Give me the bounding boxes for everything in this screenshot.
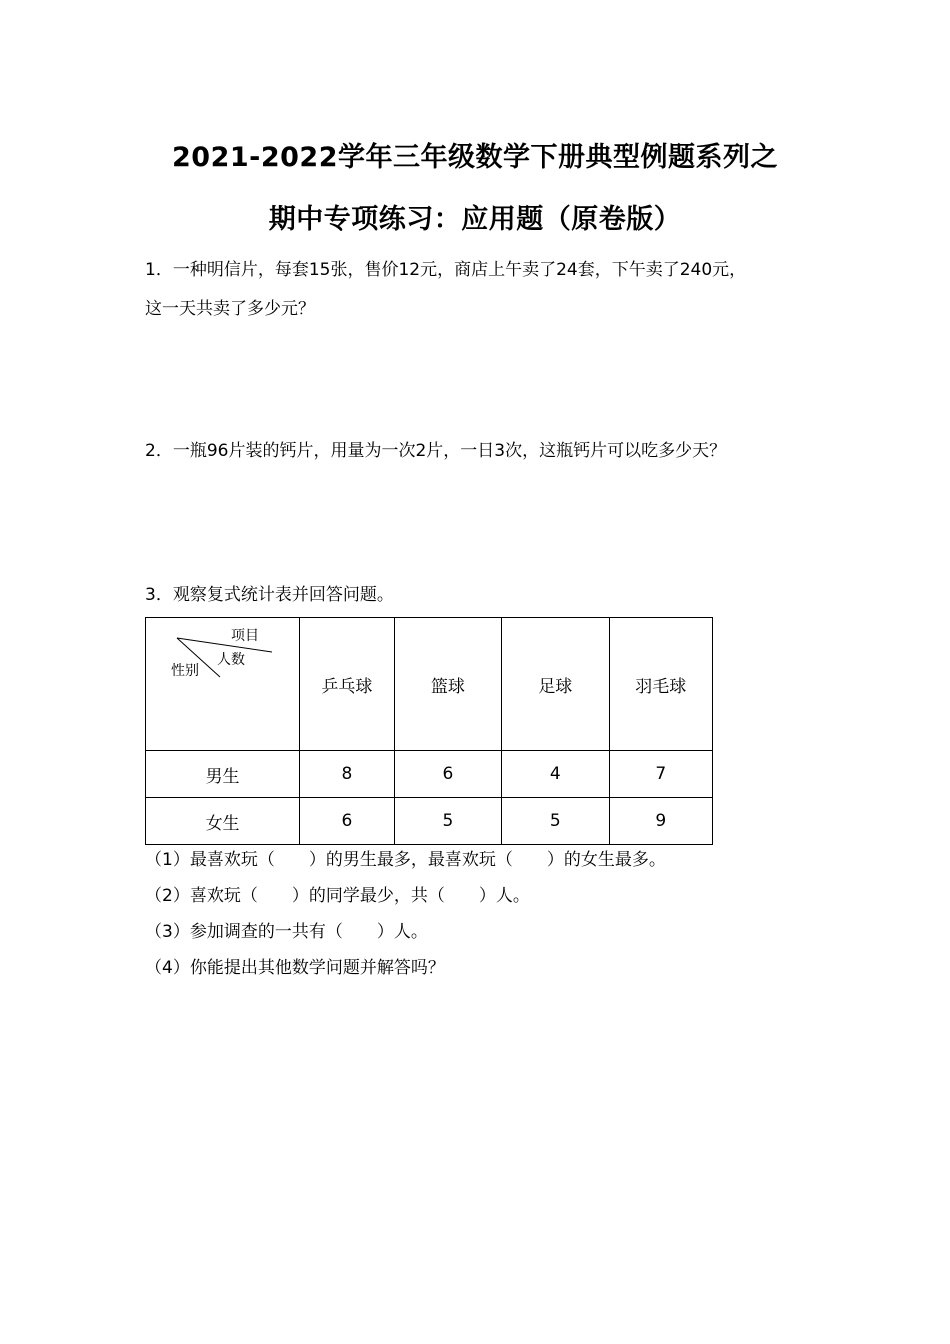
table-row <box>146 751 713 798</box>
table-cell: 6 <box>394 751 501 798</box>
table-cell: 4 <box>502 751 609 798</box>
row-label-boys: 男生 <box>146 751 300 798</box>
row-label-girls: 女生 <box>146 798 300 845</box>
sub-question-4: （4）你能提出其他数学问题并解答吗？ <box>145 958 445 978</box>
header-basketball: 篮球 <box>394 618 501 751</box>
table-cell: 5 <box>502 798 609 845</box>
sub-question-3: （3）参加调查的一共有（ ）人。 <box>145 922 428 942</box>
question-2: 2．一瓶96片装的钙片，用量为一次2片，一日3次，这瓶钙片可以吃多少天？ <box>145 441 727 461</box>
page-subtitle: 期中专项练习：应用题（原卷版） <box>268 204 682 235</box>
corner-label-gender: 性别 <box>171 663 199 679</box>
page-title: 2021-2022学年三年级数学下册典型例题系列之 <box>172 142 778 173</box>
table-cell: 7 <box>609 751 712 798</box>
sub-question-1: （1）最喜欢玩（ ）的男生最多，最喜欢玩（ ）的女生最多。 <box>145 850 666 870</box>
question-1-line-2: 这一天共卖了多少元？ <box>145 299 315 319</box>
corner-label-count: 人数 <box>217 652 245 668</box>
table-cell: 6 <box>300 798 395 845</box>
corner-label-item: 项目 <box>231 628 259 644</box>
question-3: 3．观察复式统计表并回答问题。 <box>145 585 394 605</box>
table-header-row <box>146 618 713 751</box>
table-corner-cell <box>146 618 300 751</box>
table-row <box>146 798 713 845</box>
header-football: 足球 <box>502 618 609 751</box>
question-1-line-1: 1．一种明信片，每套15张，售价12元，商店上午卖了24套，下午卖了240元， <box>145 260 747 280</box>
header-badminton: 羽毛球 <box>609 618 712 751</box>
table-cell: 8 <box>300 751 395 798</box>
table-cell: 5 <box>394 798 501 845</box>
header-pingpong: 乒乓球 <box>300 618 395 751</box>
table-cell: 9 <box>609 798 712 845</box>
corner-diagonal-lines <box>146 618 300 750</box>
statistics-table <box>145 617 713 845</box>
sub-question-2: （2）喜欢玩（ ）的同学最少，共（ ）人。 <box>145 886 530 906</box>
